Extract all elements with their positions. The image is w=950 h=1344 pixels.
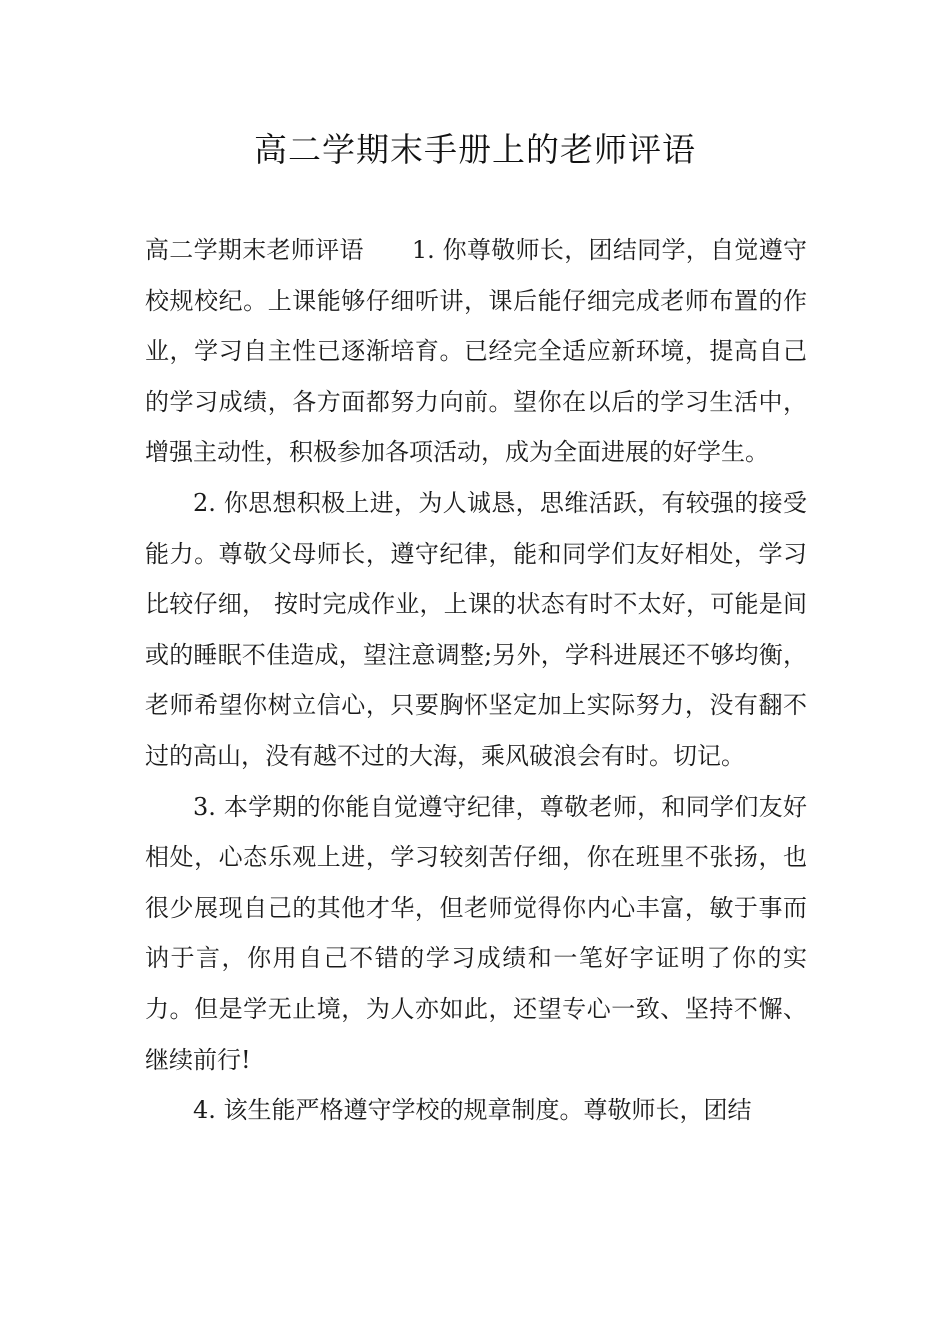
paragraph-3: 3. 本学期的你能自觉遵守纪律，尊敬老师，和同学们友好相处，心态乐观上进，学习较刻苦仔细，你在班里不张扬，也很少展现自己的其他才华，但老师觉得你内心丰富，敏于事而讷于言，你用自己不错的学习成绩和一笔好字证明了你的实力。但是学无止境，为人亦如此，还望专心一致、坚持不懈、继续前行! — [145, 792, 807, 1074]
document-title: 高二学期末手册上的老师评语 — [254, 130, 696, 169]
paragraph-1-text: 1. 你尊敬师长，团结同学，自觉遵守校规校纪。上课能够仔细听讲，课后能仔细完成老师布置的作业，学习自主性已逐渐培育。已经完全适应新环境，提高自己的学习成绩，各方面都努力向前。望你在以后的学习生活中，增强主动性，积极参加各项活动，成为全面进展的好学生。 — [145, 236, 808, 467]
document-body — [145, 225, 807, 1136]
paragraph-4: 4. 该生能严格遵守学校的规章制度。尊敬师长，团结 — [193, 1096, 752, 1125]
paragraph-2: 2. 你思想积极上进，为人诚恳，思维活跃，有较强的接受能力。尊敬父母师长，遵守纪律，能和同学们友好相处，学习比较仔细， 按时完成作业，上课的状态有时不太好，可能是间或的睡眠不佳造成，望注意调整;另外，学科进展还不够均衡，老师希望你树立信心，只要胸怀坚定加上实际努力，没有翻不过的高山，没有越不过的大海，乘风破浪会有时。切记。 — [145, 488, 807, 770]
intro-label: 高二学期末老师评语 — [145, 236, 364, 264]
paragraph-1 — [145, 225, 807, 478]
